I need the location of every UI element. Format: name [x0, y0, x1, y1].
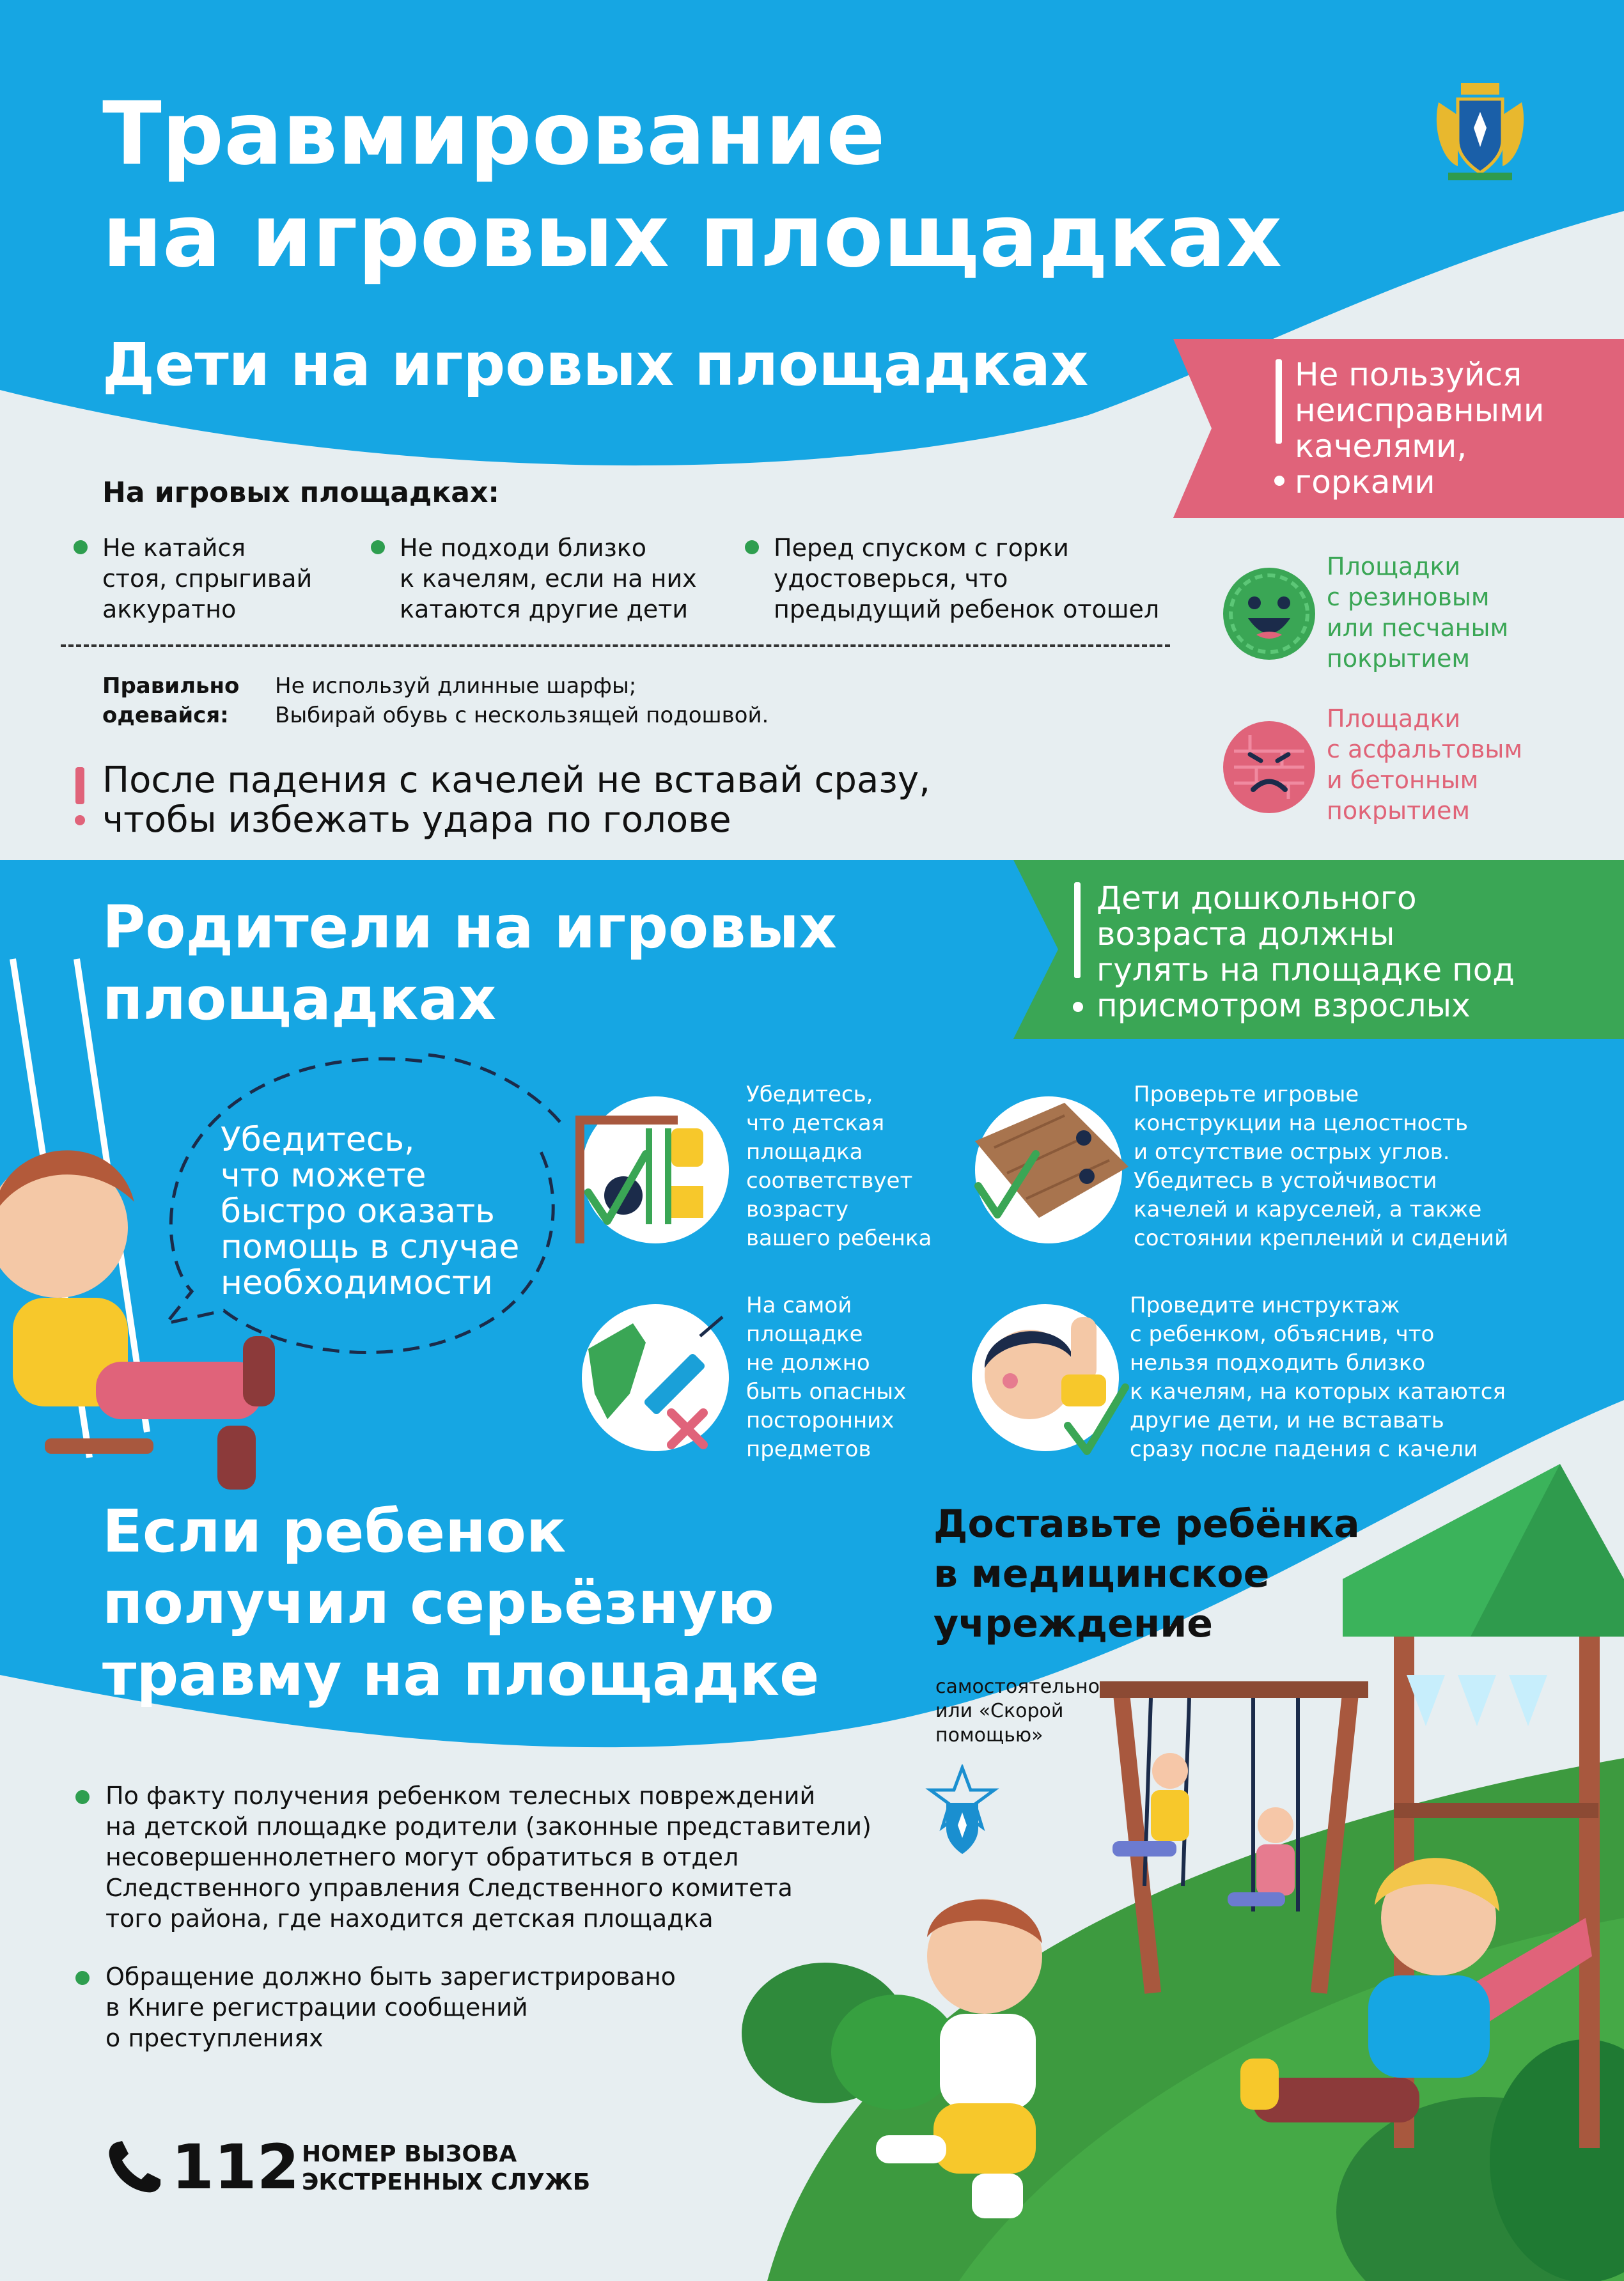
page-title	[102, 83, 1355, 288]
rule-item: Не катайся стоя, спрыгивай аккуратно	[102, 534, 313, 623]
parents-heading: Родители на игровых площадках	[102, 893, 838, 1033]
bullet-dot	[371, 540, 385, 554]
bullet-dot	[745, 540, 759, 554]
rule-item: Не подходи близко к качелям, если на них катаются другие дети	[400, 534, 697, 623]
tip-check-text: Проверьте игровые конструкции на целостность и отсутствие острых углов. Убедитесь в устойчивости качелей и каруселей, а также состоянии креплений и сидений	[1134, 1082, 1509, 1251]
sad-face-icon	[1221, 719, 1317, 815]
tip-age-text: Убедитесь, что детская площадка соответствует возрасту вашего ребенка	[746, 1082, 932, 1251]
investigative-committee-emblem-icon	[921, 1764, 1004, 1860]
dashed-divider	[61, 644, 1170, 647]
bullet-dot	[74, 540, 88, 554]
ribbon-bar	[1276, 359, 1282, 444]
emergency-number: 112	[171, 2131, 300, 2203]
bullet-dot	[75, 1971, 90, 1985]
phone-icon	[105, 2138, 163, 2196]
dangerous-objects-icon	[575, 1298, 735, 1458]
parents-ribbon-text: Дети дошкольного возраста должны гулять на площадке под присмотром взрослых	[1097, 880, 1515, 1024]
injury-info-2: Обращение должно быть зарегистрировано в Книге регистрации сообщений о преступлениях	[105, 1963, 676, 2052]
ribbon-bar	[1074, 882, 1081, 978]
instruct-child-icon	[965, 1298, 1132, 1464]
good-surface-text: Площадки с резиновым или песчаным покрытием	[1327, 552, 1509, 673]
bubble-text: Убедитесь, что можете быстро оказать помощь в случае необходимости	[221, 1121, 520, 1302]
tip-objects-text: На самой площадке не должно быть опасных посторонних предметов	[746, 1293, 907, 1462]
ribbon-dot	[1274, 476, 1284, 486]
playground-equipment-icon	[575, 1090, 729, 1250]
happy-face-icon	[1221, 566, 1317, 662]
tip-instruct-text: Проведите инструктаж с ребенком, объяснив, что нельзя подходить близко к качелям, на которых катаются другие дети, и не вставать сразу после падения с качели	[1130, 1293, 1506, 1462]
children-heading: Дети на игровых площадках	[102, 331, 1089, 399]
page-title-line: на игровых площадках	[102, 186, 1283, 287]
deliver-heading: Доставьте ребёнка в медицинское учреждение	[933, 1502, 1360, 1646]
emergency-label: НОМЕР ВЫЗОВА ЭКСТРЕННЫХ СЛУЖБ	[302, 2141, 591, 2195]
dress-text: Не используй длинные шарфы; Выбирай обувь с нескользящей подошвой.	[275, 673, 769, 728]
injury-info-1: По факту получения ребенком телесных повреждений на детской площадке родители (законные представители) несовершеннолетнего могут обратиться в отдел Следственного управления Следственного комитета того района, где находится детская площадка	[105, 1782, 871, 1933]
dress-label: Правильно одевайся:	[102, 673, 240, 728]
warning-bar	[75, 767, 84, 804]
children-ribbon-text: Не пользуйся неисправными качелями, горками	[1295, 356, 1545, 501]
rule-item: Перед спуском с горки удостоверься, что предыдущий ребенок отошел	[774, 534, 1160, 623]
wooden-plank-icon	[969, 1090, 1128, 1250]
coat-of-arms-icon	[1432, 77, 1528, 185]
page-title-line: Травмирование	[102, 84, 886, 185]
warning-text: После падения с качелей не вставай сразу, чтобы избежать удара по голове	[102, 759, 930, 841]
rules-heading: На игровых площадках:	[102, 476, 499, 509]
ribbon-dot	[1073, 1002, 1083, 1012]
bullet-dot	[75, 1790, 90, 1804]
deliver-subtext: самостоятельно или «Скорой помощью»	[935, 1676, 1100, 1747]
bad-surface-text: Площадки с асфальтовым и бетонным покрытием	[1327, 705, 1523, 825]
warning-dot	[75, 815, 85, 825]
injury-heading: Если ребенок получил серьёзную травму на площадке	[102, 1497, 820, 1709]
